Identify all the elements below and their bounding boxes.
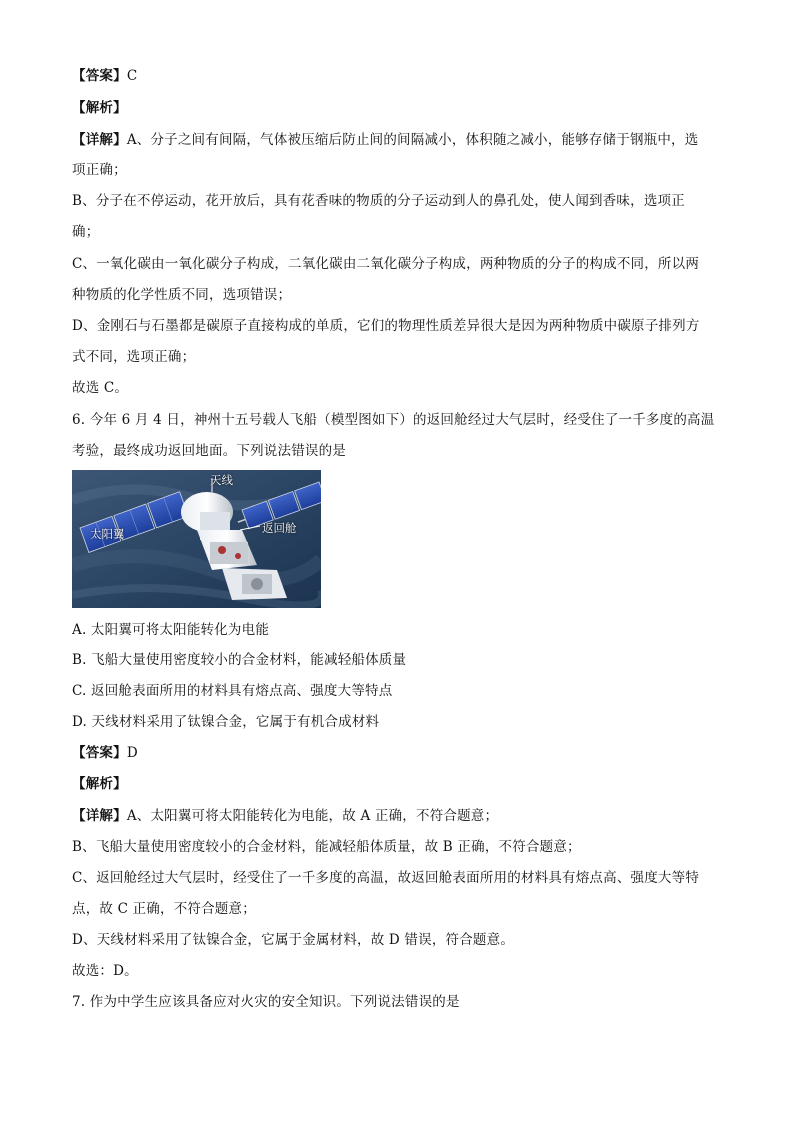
figure-label-solar-wing: 太阳翼	[90, 527, 125, 541]
q6-detail-c-line1: C、返回舱经过大气层时，经受住了一千多度的高温，故返回舱表面所用的材料具有熔点高、强度大等特	[72, 870, 700, 886]
figure-label-return-capsule: 返回舱	[262, 521, 297, 535]
q6-option-b: B. 飞船大量使用密度较小的合金材料，能减轻船体质量	[72, 652, 407, 668]
q7-stem: 7. 作为中学生应该具备应对火灾的安全知识。下列说法错误的是	[72, 994, 460, 1010]
q5-detail-a-line2: 项正确；	[72, 162, 127, 178]
q5-analysis-tag: 【解析】	[72, 100, 127, 116]
q6-detail-b: B、飞船大量使用密度较小的合金材料，能减轻船体质量，故 B 正确，不符合题意；	[72, 839, 581, 855]
detail-tag: 【详解】	[72, 132, 127, 148]
q5-detail-d-line2: 式不同，选项正确；	[72, 349, 196, 365]
q6-stem-line1: 6. 今年 6 月 4 日，神州十五号载人飞船（模型图如下）的返回舱经过大气层时，经受住了一千多度的高温	[72, 412, 715, 428]
q5-detail-a-line1	[72, 130, 732, 150]
figure-label-antenna: 天线	[210, 473, 233, 487]
q6-detail-c-line2: 点，故 C 正确，不符合题意；	[72, 901, 256, 917]
answer-value: D	[126, 745, 138, 761]
q5-detail-d-line1: D、金刚石与石墨都是碳原子直接构成的单质，它们的物理性质差异很大是因为两种物质中碳原子排列方	[72, 318, 700, 334]
q6-conclusion: 故选：D。	[72, 963, 138, 979]
answer-tag: 【答案】	[72, 68, 127, 84]
q5-detail-c-line2: 种物质的化学性质不同，选项错误；	[72, 287, 292, 303]
q5-conclusion: 故选 C。	[72, 380, 129, 396]
q6-stem-line2: 考验，最终成功返回地面。下列说法错误的是	[72, 443, 346, 459]
q6-option-a: A. 太阳翼可将太阳能转化为电能	[72, 622, 270, 638]
q5-detail-b-line2: 确；	[72, 224, 100, 240]
detail-tag: 【详解】	[72, 808, 127, 824]
detail-text: A、太阳翼可将太阳能转化为电能，故 A 正确，不符合题意；	[126, 808, 499, 824]
q6-option-c: C. 返回舱表面所用的材料具有熔点高、强度大等特点	[72, 683, 393, 699]
q6-option-d: D. 天线材料采用了钛镍合金，它属于有机合成材料	[72, 714, 380, 730]
detail-text: A、分子之间有间隔，气体被压缩后防止间的间隔减小，体积随之减小，能够存储于钢瓶中，选	[126, 132, 699, 148]
q6-detail-a	[72, 806, 732, 826]
q5-detail-b-line1: B、分子在不停运动，花开放后，具有花香味的物质的分子运动到人的鼻孔处，使人闻到香味，选项正	[72, 193, 685, 209]
q6-detail-d: D、天线材料采用了钛镍合金，它属于金属材料，故 D 错误，符合题意。	[72, 932, 515, 948]
answer-value: C	[126, 68, 138, 84]
q5-detail-c-line1: C、一氧化碳由一氧化碳分子构成，二氧化碳由二氧化碳分子构成，两种物质的分子的构成不同，所以两	[72, 256, 700, 272]
answer-tag: 【答案】	[72, 745, 127, 761]
q6-analysis-tag: 【解析】	[72, 776, 127, 792]
spacecraft-figure	[72, 470, 321, 608]
q5-answer	[72, 66, 732, 86]
q6-answer	[72, 743, 732, 763]
